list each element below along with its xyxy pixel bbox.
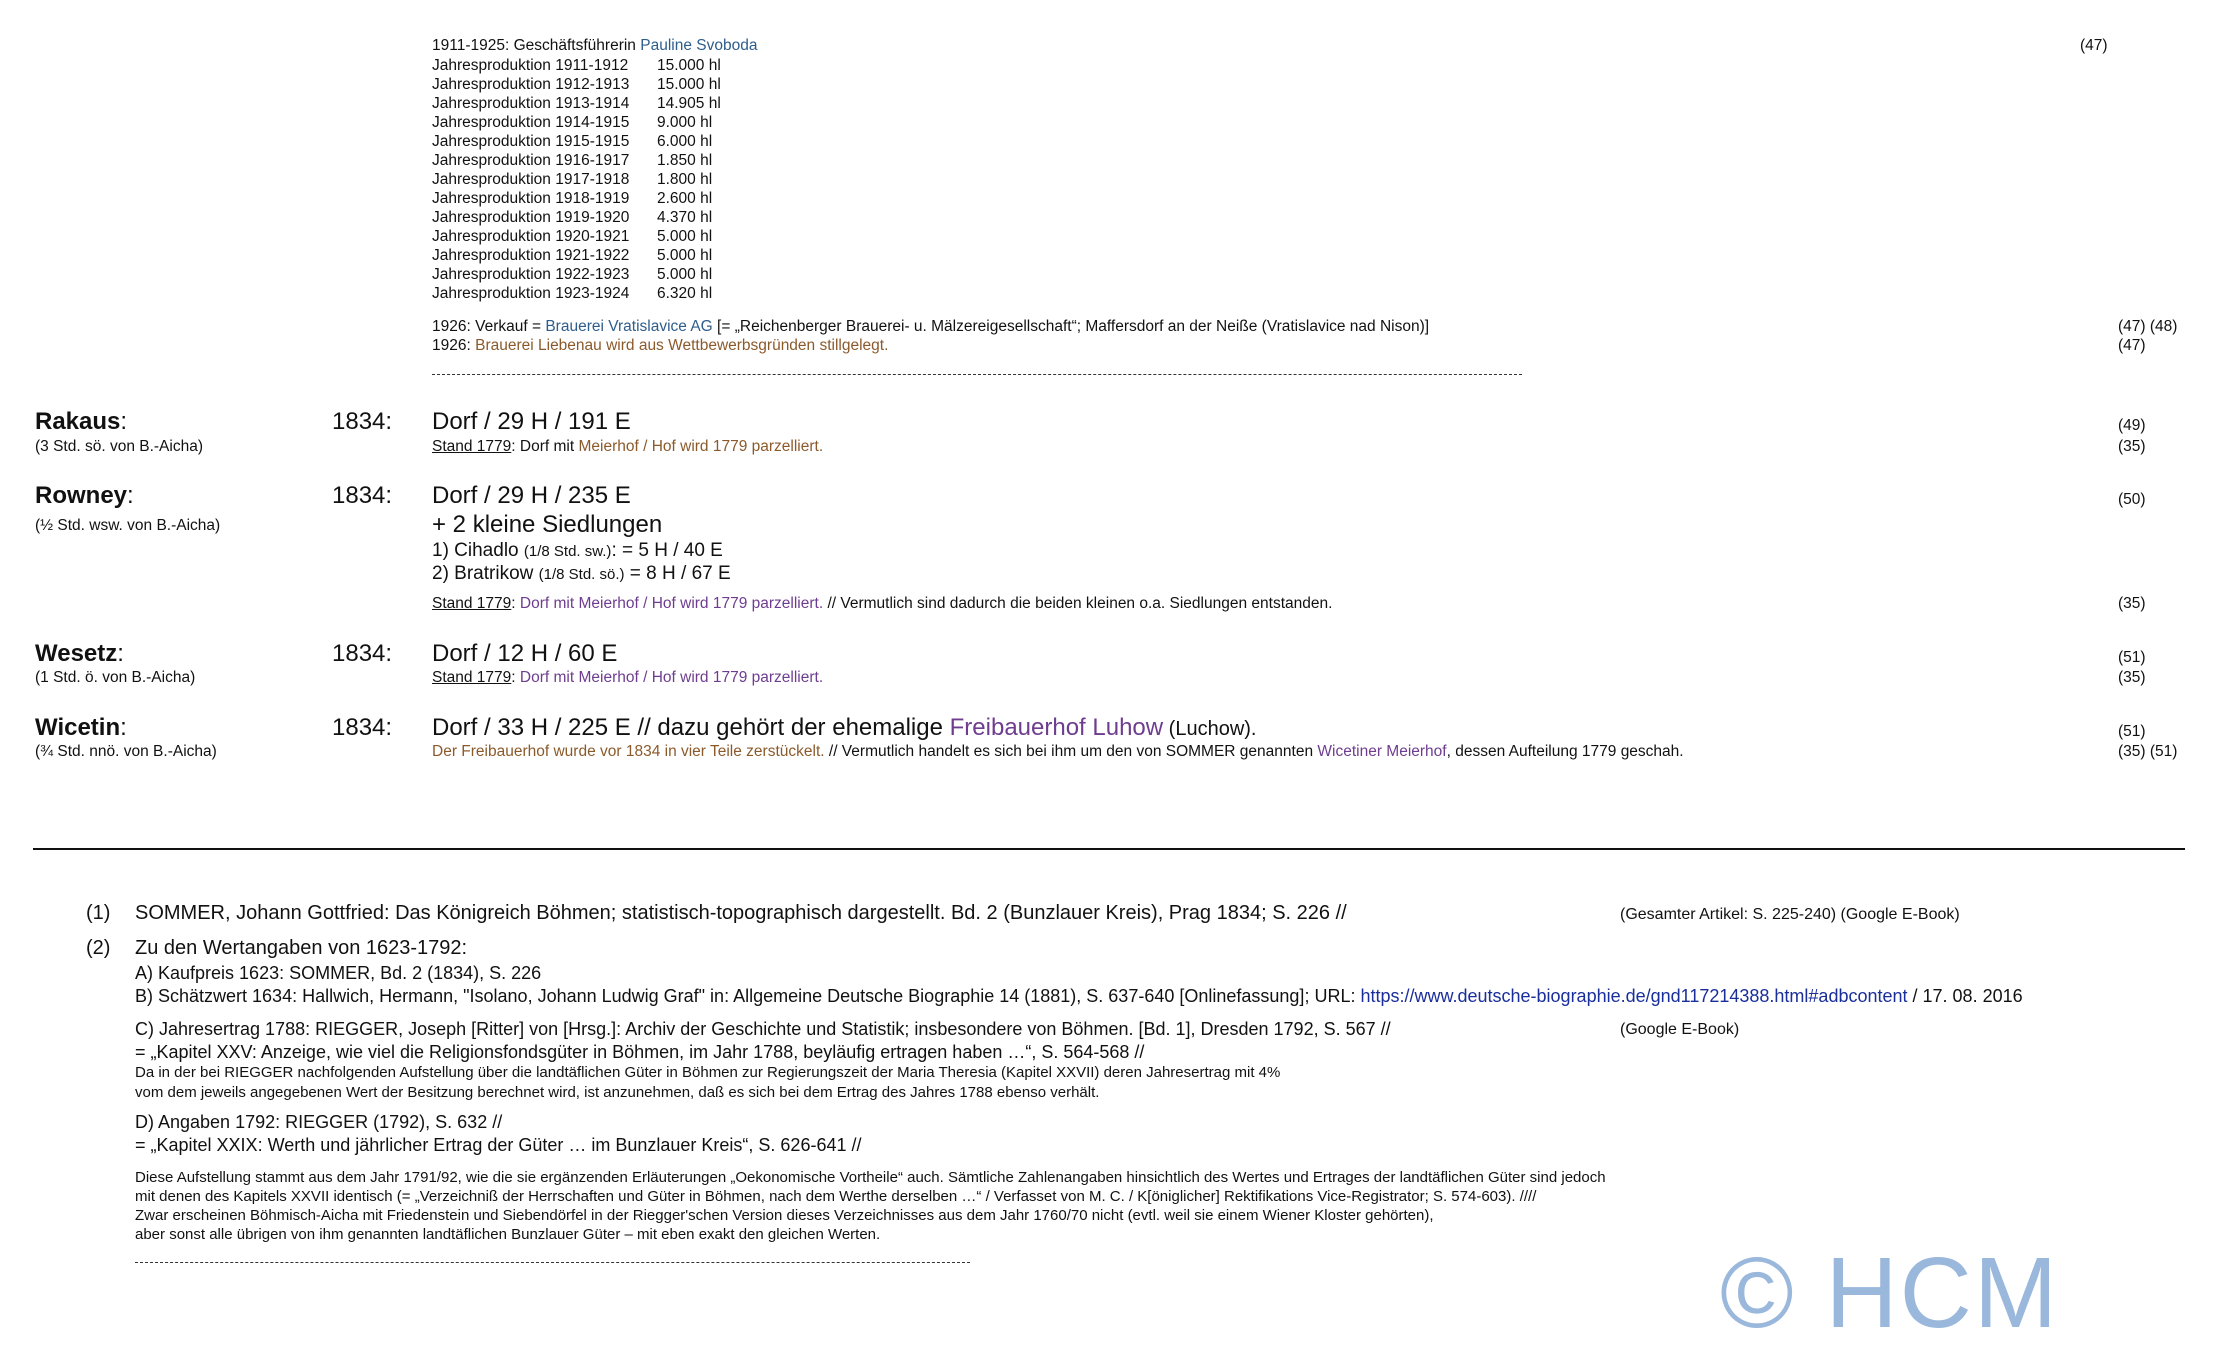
production-row <box>432 284 721 303</box>
production-period: Jahresproduktion 1911-1912 <box>432 57 629 74</box>
production-row <box>432 227 721 246</box>
manager-prefix: 1911-1925: Geschäftsführerin <box>432 37 641 54</box>
footnote-2-e4: aber sonst alle übrigen von ihm genannten landtäflichen Bunzlauer Güter – mit eben exakt den gleichen Werten. <box>135 1226 881 1243</box>
footnote-2-title: Zu den Wertangaben von 1623-1792: <box>135 937 468 959</box>
production-volume: 1.850 hl <box>657 152 713 169</box>
village-rowney-location: (½ Std. wsw. von B.-Aicha) <box>35 517 221 534</box>
production-volume: 9.000 hl <box>657 114 713 131</box>
production-volume: 6.000 hl <box>657 133 713 150</box>
footnote-2-c2: = „Kapitel XXV: Anzeige, wie viel die Religionsfondsgüter in Böhmen, im Jahr 1788, beyläufig ertragen haben …“, S. 564-568 // <box>135 1042 1145 1062</box>
production-volume: 1.800 hl <box>657 171 713 188</box>
closure-prefix: 1926: <box>432 337 476 354</box>
production-row <box>432 189 721 208</box>
village-rakaus-name: Rakaus: <box>35 408 128 435</box>
production-row <box>432 75 721 94</box>
footnote-2-d2: = „Kapitel XXIX: Werth und jährlicher Ertrag der Güter … im Bunzlauer Kreis“, S. 626-641 // <box>135 1135 862 1155</box>
production-period: Jahresproduktion 1914-1915 <box>432 114 630 131</box>
production-volume: 2.600 hl <box>657 190 713 207</box>
production-period: Jahresproduktion 1920-1921 <box>432 228 630 245</box>
footnote-2-number: (2) <box>86 937 111 959</box>
production-volume: 5.000 hl <box>657 247 713 264</box>
production-period: Jahresproduktion 1922-1923 <box>432 266 630 283</box>
manager-name: Pauline Svoboda <box>640 37 758 54</box>
village-wesetz-stand: Stand 1779: Dorf mit Meierhof / Hof wird 1779 parzelliert. <box>432 669 824 686</box>
production-row <box>432 265 721 284</box>
village-rowney-name: Rowney: <box>35 482 134 509</box>
village-wesetz-stats: Dorf / 12 H / 60 E <box>432 640 618 667</box>
footnote-separator <box>33 848 2185 850</box>
footnote-1-text: SOMMER, Johann Gottfried: Das Königreich Böhmen; statistisch-topographisch dargestellt. Bd. 2 (Bunzlauer Kreis), Prag 1834; S. 226 // <box>135 902 1347 924</box>
production-period: Jahresproduktion 1921-1922 <box>432 247 630 264</box>
village-wicetin-name: Wicetin: <box>35 714 127 741</box>
production-period: Jahresproduktion 1917-1918 <box>432 171 630 188</box>
production-row <box>432 170 721 189</box>
manager-ref: (47) <box>2080 37 2108 54</box>
manager-line <box>432 36 757 55</box>
production-row <box>432 208 721 227</box>
village-wicetin-location: (¾ Std. nnö. von B.-Aicha) <box>35 743 217 760</box>
village-rowney-extra: + 2 kleine Siedlungen <box>432 511 663 538</box>
production-period: Jahresproduktion 1913-1914 <box>432 95 630 112</box>
footnote-end-divider <box>135 1262 970 1263</box>
village-rowney-year: 1834: <box>332 482 393 509</box>
sale-company: Brauerei Vratislavice AG <box>545 318 713 335</box>
village-rowney-sub1: 1) Cihadlo (1/8 Std. sw.): = 5 H / 40 E <box>432 540 723 561</box>
village-wesetz-ref1: (51) <box>2118 649 2146 666</box>
village-wicetin-ref1: (51) <box>2118 723 2146 740</box>
village-wesetz-name: Wesetz: <box>35 640 124 667</box>
production-period: Jahresproduktion 1918-1919 <box>432 190 630 207</box>
production-list <box>432 56 721 303</box>
village-rakaus-year: 1834: <box>332 408 393 435</box>
sale-prefix: 1926: Verkauf = <box>432 318 546 335</box>
closure-ref: (47) <box>2118 337 2146 354</box>
footnote-2-c4: vom dem jeweils angegebenen Wert der Besitzung berechnet wird, ist anzunehmen, daß es sich bei dem Ertrag des Jahres 1788 ebenso verhält. <box>135 1084 1100 1101</box>
production-period: Jahresproduktion 1916-1917 <box>432 152 630 169</box>
footnote-2-e1: Diese Aufstellung stammt aus dem Jahr 1791/92, wie die sie ergänzenden Erläuterungen „Oekonomische Vortheile“ auch. Sämtliche Zahlenangaben hinsichtlich des Wertes und Ertrages der landtäflichen Güter sind jedoch <box>135 1169 1606 1186</box>
village-wicetin-stats: Dorf / 33 H / 225 E // dazu gehört der ehemalige Freibauerhof Luhow (Luchow). <box>432 714 1257 741</box>
production-volume: 4.370 hl <box>657 209 713 226</box>
production-volume: 15.000 hl <box>657 57 721 74</box>
production-period: Jahresproduktion 1912-1913 <box>432 76 630 93</box>
village-rowney-ref1: (50) <box>2118 491 2146 508</box>
footnote-2-c1: C) Jahresertrag 1788: RIEGGER, Joseph [Ritter] von [Hrsg.]: Archiv der Geschichte und Statistik; insbesondere von Böhmen. [Bd. 1], Dresden 1792, S. 567 // <box>135 1019 1391 1039</box>
footnote-2-a: A) Kaufpreis 1623: SOMMER, Bd. 2 (1834), S. 226 <box>135 963 542 983</box>
production-volume: 5.000 hl <box>657 266 713 283</box>
village-wicetin-year: 1834: <box>332 714 393 741</box>
production-volume: 6.320 hl <box>657 285 713 302</box>
footnote-2-e3: Zwar erscheinen Böhmisch-Aicha mit Friedenstein und Siebendörfel in der Riegger'schen Version dieses Verzeichnisses aus dem Jahr 1760/70 nicht (evtl. weil sie einem Wiener Kloster gehörten), <box>135 1207 1434 1224</box>
village-wicetin-ref2: (35) (51) <box>2118 743 2178 760</box>
footnote-2-e2: mit denen des Kapitels XXVII identisch (= „Verzeichniß der Herrschaften und Güter in Böhmen, nach dem Werthe derselben …“ / Verfasset von M. C. / K[öniglicher] Rektifikations Vice-Registrator; S. 574-603). //// <box>135 1188 1537 1205</box>
closure-line <box>432 336 888 355</box>
production-period: Jahresproduktion 1915-1915 <box>432 133 630 150</box>
footnote-2-b: B) Schätzwert 1634: Hallwich, Hermann, "Isolano, Johann Ludwig Graf" in: Allgemeine Deutsche Biographie 14 (1881), S. 637-640 [Onlinefassung]; URL: https://www.deutsche-biographie.de/gnd117214388.html#adbcontent / 17. 08. 2016 <box>135 986 2023 1006</box>
village-wesetz-ref2: (35) <box>2118 669 2146 686</box>
village-rowney-stand: Stand 1779: Dorf mit Meierhof / Hof wird 1779 parzelliert. // Vermutlich sind dadurch die beiden kleinen o.a. Siedlungen entstanden. <box>432 595 1333 612</box>
production-row <box>432 246 721 265</box>
production-row <box>432 94 721 113</box>
production-volume: 5.000 hl <box>657 228 713 245</box>
village-rakaus-ref1: (49) <box>2118 417 2146 434</box>
footnote-1-note: (Gesamter Artikel: S. 225-240) (Google E-Book) <box>1620 906 1960 923</box>
village-wicetin-note: Der Freibauerhof wurde vor 1834 in vier Teile zerstückelt. // Vermutlich handelt es sich bei ihm um den von SOMMER genannten Wicetiner Meierhof, dessen Aufteilung 1779 geschah. <box>432 743 1684 760</box>
copyright-watermark: © HCM <box>1720 1237 2060 1349</box>
closure-text: Brauerei Liebenau wird aus Wettbewerbsgründen stillgelegt. <box>475 337 889 354</box>
production-volume: 15.000 hl <box>657 76 721 93</box>
village-rakaus-ref2: (35) <box>2118 438 2146 455</box>
sale-ref: (47) (48) <box>2118 318 2178 335</box>
village-rakaus-stand: Stand 1779: Dorf mit Meierhof / Hof wird 1779 parzelliert. <box>432 438 824 455</box>
footnote-2-b-link[interactable]: https://www.deutsche-biographie.de/gnd117214388.html#adbcontent <box>1360 986 1908 1006</box>
sale-rest: [= „Reichenberger Brauerei- u. Mälzereigesellschaft“; Maffersdorf an der Neiße (Vratislavice nad Nison)] <box>712 318 1430 335</box>
village-wesetz-location: (1 Std. ö. von B.-Aicha) <box>35 669 196 686</box>
footnote-2-c3: Da in der bei RIEGGER nachfolgenden Aufstellung über die landtäflichen Güter in Böhmen zur Regierungszeit der Maria Theresia (Kapitel XXVII) deren Jahresertrag mit 4% <box>135 1064 1281 1081</box>
village-rakaus-stats: Dorf / 29 H / 191 E <box>432 408 631 435</box>
production-period: Jahresproduktion 1923-1924 <box>432 285 630 302</box>
village-wesetz-year: 1834: <box>332 640 393 667</box>
production-period: Jahresproduktion 1919-1920 <box>432 209 630 226</box>
production-row <box>432 132 721 151</box>
production-row <box>432 56 721 75</box>
production-volume: 14.905 hl <box>657 95 721 112</box>
section-divider <box>432 374 1522 375</box>
footnote-2-d1: D) Angaben 1792: RIEGGER (1792), S. 632 // <box>135 1112 503 1132</box>
village-rowney-ref2: (35) <box>2118 595 2146 612</box>
sale-line <box>432 317 1429 336</box>
footnote-1-number: (1) <box>86 902 111 924</box>
production-row <box>432 113 721 132</box>
village-rowney-sub2: 2) Bratrikow (1/8 Std. sö.) = 8 H / 67 E <box>432 563 731 584</box>
village-rakaus-location: (3 Std. sö. von B.-Aicha) <box>35 438 203 455</box>
footnote-2-c1-note: (Google E-Book) <box>1620 1021 1740 1038</box>
production-row <box>432 151 721 170</box>
village-rowney-stats: Dorf / 29 H / 235 E <box>432 482 631 509</box>
